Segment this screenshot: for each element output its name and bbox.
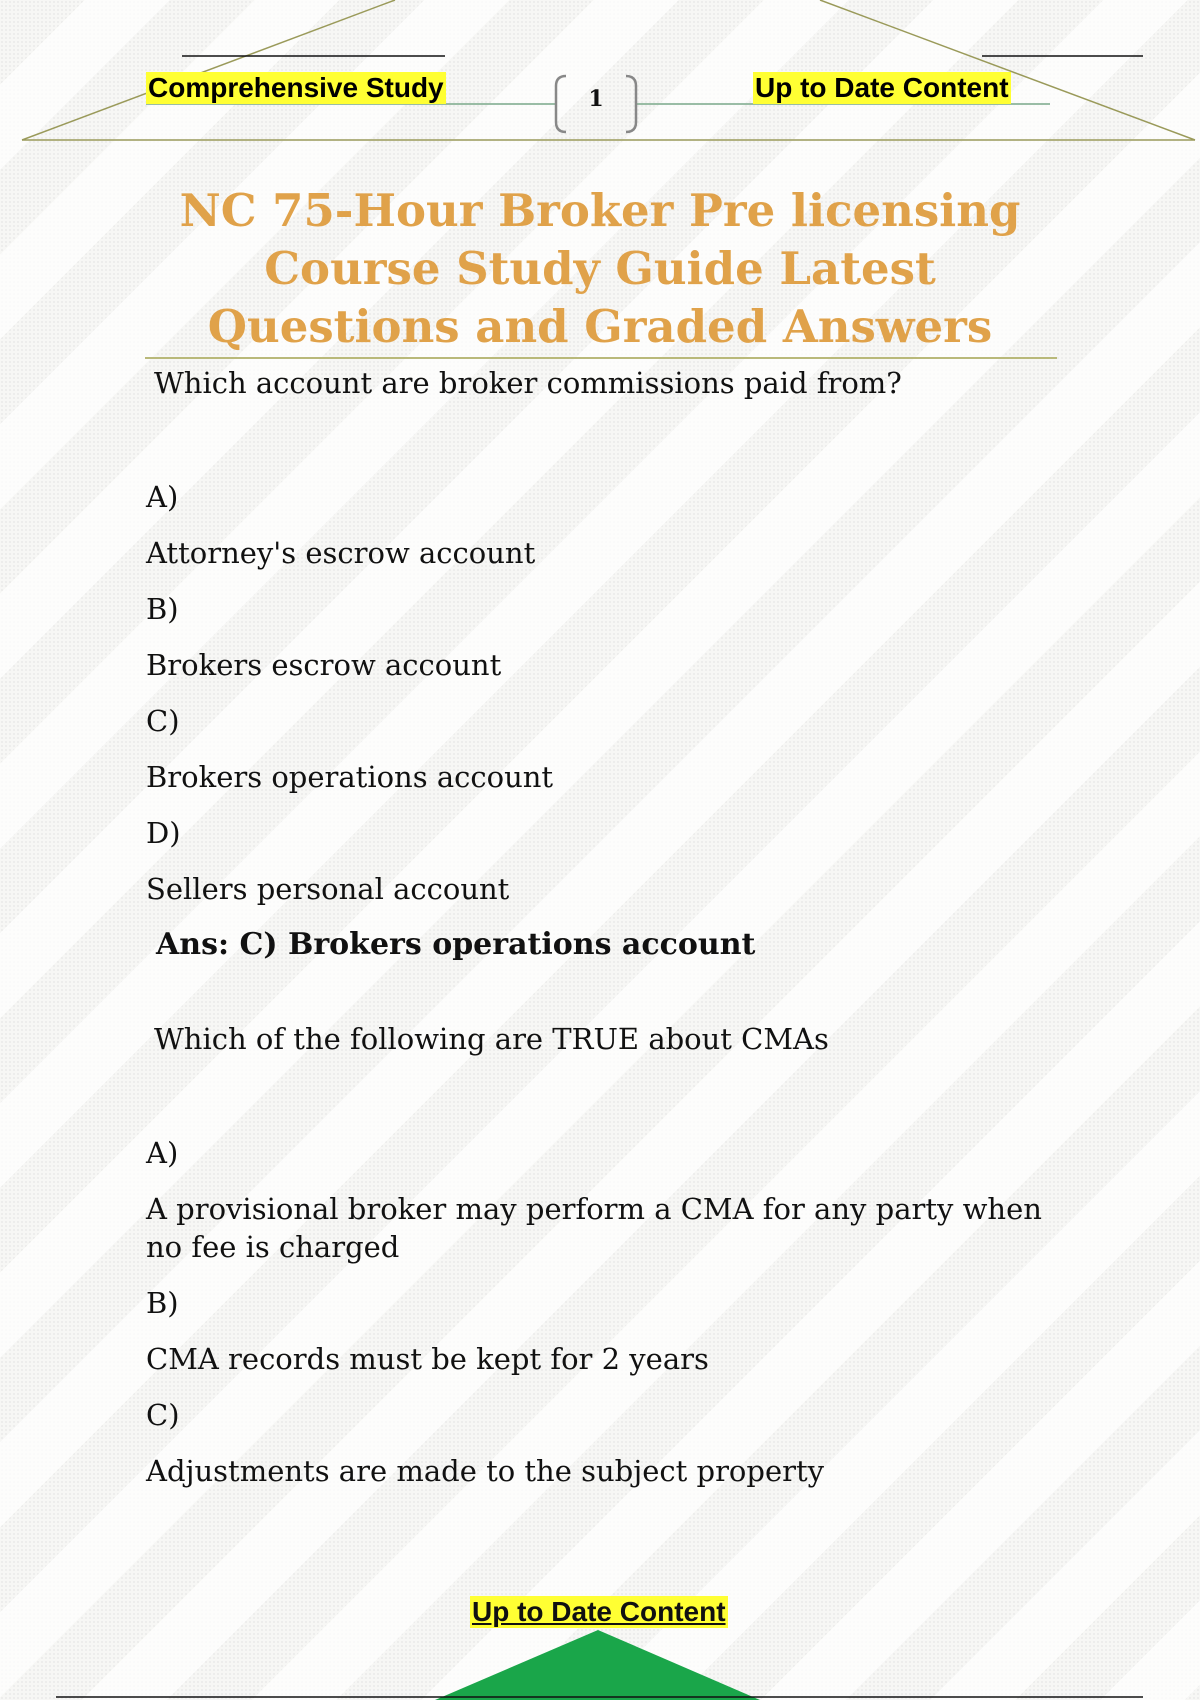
title-line: NC 75-Hour Broker Pre licensing	[179, 184, 1021, 237]
option-text: Adjustments are made to the subject property	[146, 1454, 825, 1488]
option-text: Sellers personal account	[146, 872, 510, 906]
option-label: A)	[146, 1136, 179, 1170]
option-label: D)	[146, 816, 181, 850]
answer-text: Ans: C) Brokers operations account	[156, 927, 756, 962]
page-number: 1	[588, 86, 604, 112]
document-title	[150, 182, 1050, 356]
option-label: B)	[146, 1286, 179, 1320]
option-label: C)	[146, 1398, 180, 1432]
question-text: Which account are broker commissions paid from?	[154, 366, 902, 400]
header-right-label: Up to Date Content	[755, 72, 1009, 103]
option-text: A provisional broker may perform a CMA for any party when no fee is charged	[146, 1192, 1042, 1264]
option-label: A)	[146, 480, 179, 514]
title-line: Questions and Graded Answers	[207, 300, 993, 353]
option-text: CMA records must be kept for 2 years	[146, 1342, 709, 1376]
option-text: Brokers escrow account	[146, 648, 502, 682]
option-label: C)	[146, 704, 180, 738]
option-text: Attorney's escrow account	[146, 536, 536, 570]
option-text: Brokers operations account	[146, 760, 554, 794]
option-label: B)	[146, 592, 179, 626]
title-line: Course Study Guide Latest	[264, 242, 936, 295]
question-list	[146, 364, 1076, 1490]
title-divider	[145, 357, 1057, 359]
footer-label: Up to Date Content	[472, 1596, 726, 1627]
question-text: Which of the following are TRUE about CMAs	[154, 1022, 829, 1056]
header-left-label: Comprehensive Study	[148, 72, 444, 103]
